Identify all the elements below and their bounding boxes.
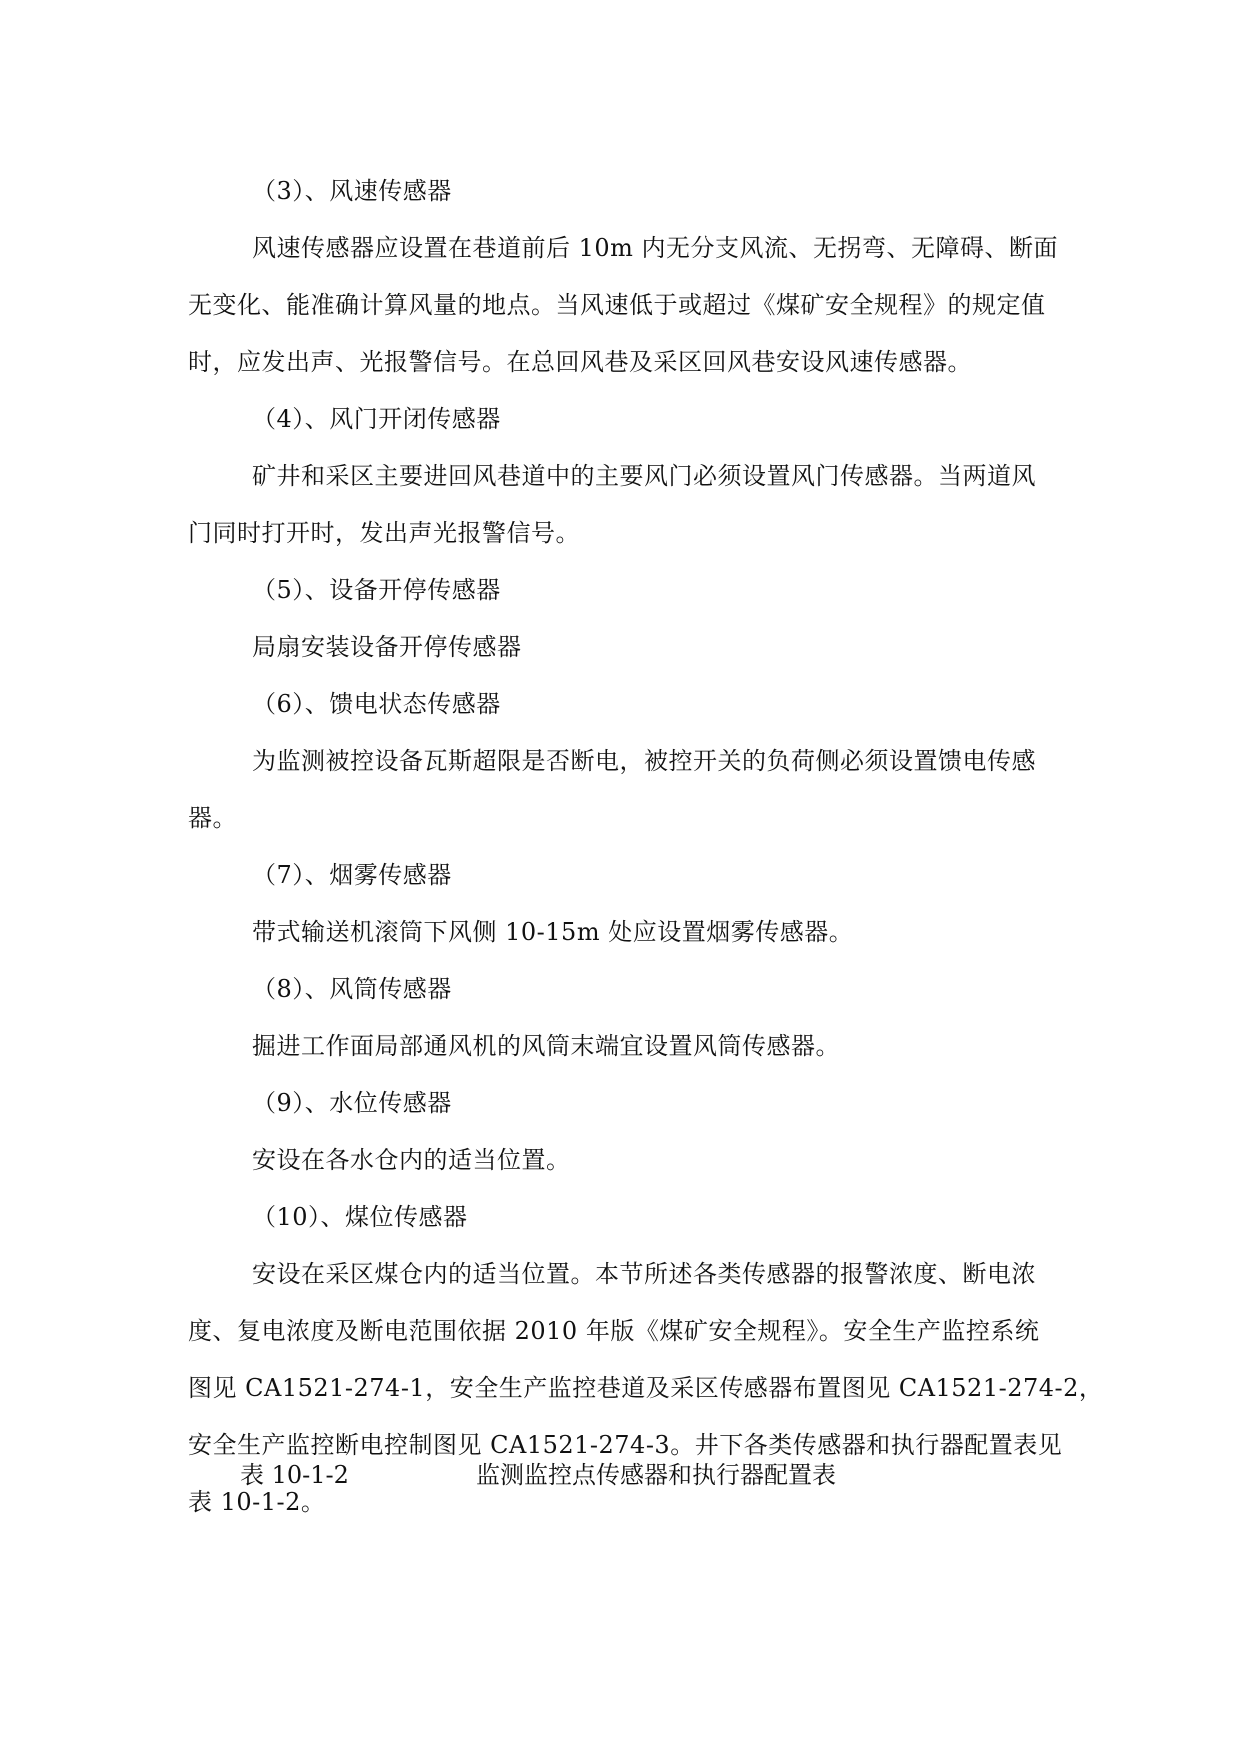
table-caption-number: 表 10-1-2 (240, 1461, 349, 1489)
document-body (188, 163, 1104, 1531)
paragraph-line: 为监测被控设备瓦斯超限是否断电，被控开关的负荷侧必须设置馈电传感 (252, 747, 1036, 775)
section-heading-smoke-sensor: （7）、烟雾传感器 (252, 861, 452, 889)
section-heading-water-level-sensor: （9）、水位传感器 (252, 1089, 452, 1117)
paragraph-line: 安全生产监控断电控制图见 CA1521-274-3。井下各类传感器和执行器配置表见 (188, 1431, 1063, 1459)
section-heading-wind-speed-sensor: （3）、风速传感器 (252, 177, 452, 205)
paragraph-line: 掘进工作面局部通风机的风筒末端宜设置风筒传感器。 (252, 1032, 840, 1060)
section-heading-air-door-sensor: （4）、风门开闭传感器 (252, 405, 501, 433)
paragraph-line: 度、复电浓度及断电范围依据 2010 年版《煤矿安全规程》。安全生产监控系统 (188, 1317, 1040, 1345)
paragraph-line: 门同时打开时，发出声光报警信号。 (188, 519, 580, 547)
paragraph-line: 表 10-1-2。 (188, 1488, 326, 1516)
paragraph-line: 风速传感器应设置在巷道前后 10m 内无分支风流、无拐弯、无障碍、断面 (252, 234, 1059, 262)
section-heading-equipment-start-stop-sensor: （5）、设备开停传感器 (252, 576, 501, 604)
table-caption-title: 监测监控点传感器和执行器配置表 (476, 1461, 836, 1489)
section-heading-air-duct-sensor: （8）、风筒传感器 (252, 975, 452, 1003)
section-heading-coal-level-sensor: （10）、煤位传感器 (252, 1203, 468, 1231)
paragraph-line: 时，应发出声、光报警信号。在总回风巷及采区回风巷安设风速传感器。 (188, 348, 972, 376)
paragraph-line: 器。 (188, 804, 237, 832)
paragraph-line: 安设在各水仓内的适当位置。 (252, 1146, 571, 1174)
paragraph-line: 矿井和采区主要进回风巷道中的主要风门必须设置风门传感器。当两道风 (252, 462, 1036, 490)
paragraph-line: 安设在采区煤仓内的适当位置。本节所述各类传感器的报警浓度、断电浓 (252, 1260, 1036, 1288)
paragraph-line: 带式输送机滚筒下风侧 10-15m 处应设置烟雾传感器。 (252, 918, 854, 946)
paragraph-line: 无变化、能准确计算风量的地点。当风速低于或超过《煤矿安全规程》的规定值 (188, 291, 1046, 319)
paragraph-line: 图见 CA1521-274-1，安全生产监控巷道及采区传感器布置图见 CA1521-274-2， (188, 1374, 1104, 1402)
section-heading-feed-status-sensor: （6）、馈电状态传感器 (252, 690, 501, 718)
paragraph-line: 局扇安装设备开停传感器 (252, 633, 522, 661)
